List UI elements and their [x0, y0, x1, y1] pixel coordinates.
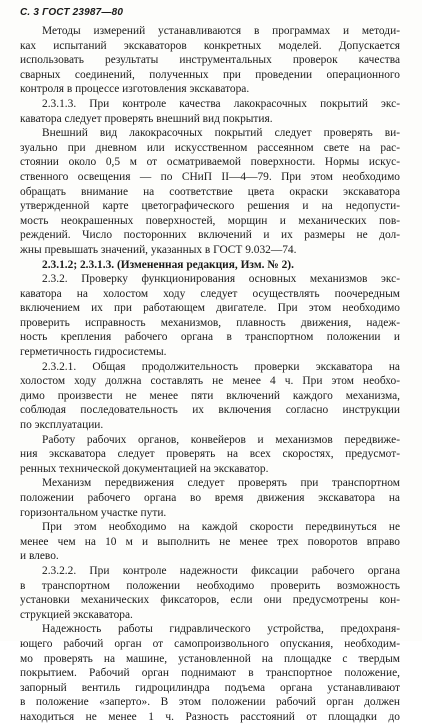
text-line: 2.3.2.1. Общая продолжительность проверки экскаватора на — [42, 360, 400, 373]
text-line: Методы измерений устанавливаются в программах и методи- — [42, 25, 400, 37]
text-line: запорный вентиль гидроцилиндра подъема органа устанавливают — [20, 681, 400, 694]
text-line: 2.3.1.3. При контроле качества лакокрасочных покрытий экс- — [42, 97, 400, 110]
text-line: 2.3.2.2. При контроле надежности фиксации рабочего органа — [42, 564, 400, 577]
text-line: контроля в процессе изготовления экскаватора. — [20, 83, 250, 96]
text-line: положении рабочего органа во время движения экскаватора на — [20, 492, 400, 504]
text-line: мо проверять на машине, установленной на площадке с твердым — [20, 652, 400, 665]
text-line: ность крепления рабочего органа в транспортном положении и — [20, 331, 400, 344]
text-line: в положение «заперто». В этом положении рабочий орган должен — [20, 696, 400, 709]
text-line: ния экскаватора следует проверять на всех скоростях, предусмот- — [20, 448, 400, 461]
text-line: мость неокрашенных поверхностей, морщин и механических пов- — [20, 214, 400, 227]
text-line: Внешний вид лакокрасочных покрытий следует проверять ви- — [42, 127, 400, 140]
text-line: ренных технической документацией на экскаватор. — [20, 462, 269, 475]
text-line: Работу рабочих органов, конвейеров и механизмов передвиже- — [42, 433, 400, 446]
text-line: каватора следует проверять внешний вид покрытия. — [20, 112, 273, 125]
text-line: каватора на холостом ходу следует осуществлять поочередным — [20, 287, 400, 300]
text-line: Надежность работы гидравлического устройства, предохраня- — [42, 623, 400, 636]
text-line: 2.3.1.2; 2.3.1.3. (Измененная редакция, Изм. № 2). — [42, 258, 294, 271]
text-line: холостом ходу должна составлять не менее 4 ч. При этом необхо- — [20, 375, 400, 388]
text-line: Механизм передвижения следует проверять при транспортном — [42, 477, 400, 490]
text-line: ках испытаний экскаваторов конкретных моделей. Допускается — [20, 39, 400, 52]
text-line: покрытием. Рабочий орган поднимают в транспортное положение, — [20, 667, 400, 680]
text-line: струкцией экскаватора. — [20, 608, 133, 621]
text-line: обращать внимание на соответствие цвета окраски экскаватора — [20, 185, 400, 198]
text-line: находиться не менее 1 ч. Разность расстояний от площадки до — [20, 710, 400, 723]
text-line: по эксплуатации. — [20, 419, 104, 432]
text-line: стоянии около 0,5 м от осматриваемой поверхности. Нормы искус- — [20, 156, 400, 169]
text-line: жны превышать значений, указанных в ГОСТ 9.032—74. — [20, 243, 297, 256]
text-line: в транспортном положении необходимо проверить возможность — [20, 579, 400, 592]
text-line: утвержденной карте цветографического решения и на недопусти- — [20, 200, 400, 213]
text-line: зуально при дневном или искусственном рассеянном свете на рас- — [20, 141, 400, 154]
page-header: С. 3 ГОСТ 23987—80 — [20, 7, 124, 18]
text-line: проверить исправность механизмов, плавность движения, надеж- — [20, 316, 400, 329]
text-line: ственного освещения — по СНиП II—4—79. При этом необходимо — [20, 170, 400, 183]
document-body — [20, 24, 400, 725]
text-line: горизонтальном участке пути. — [20, 506, 167, 519]
text-line: и влево. — [20, 550, 59, 563]
text-line: ющего рабочий орган от самопроизвольного опускания, необходим- — [20, 637, 400, 650]
text-line: При этом необходимо на каждой скорости передвинуться не — [42, 521, 400, 534]
text-line: установки механических фиксаторов, если они предусмотрены кон- — [20, 594, 400, 607]
text-line: использовать результаты инструментальных проверок качества — [20, 54, 400, 67]
text-line: сварных соединений, полученных при проведении операционного — [20, 68, 400, 81]
text-line: герметичность гидросистемы. — [20, 346, 167, 359]
text-line: реждений. Число посторонних включений и их размеры не дол- — [20, 229, 400, 242]
text-line: димо произвести не менее пяти включений каждого механизма, — [20, 389, 400, 402]
text-line: включением их при работающем двигателе. При этом необходимо — [20, 302, 400, 315]
text-line: соблюдая последовательность их включения согласно инструкции — [20, 404, 400, 417]
text-line: менее чем на 10 м и выполнить не менее трех поворотов вправо — [20, 535, 400, 548]
text-line: 2.3.2. Проверку функционирования основных механизмов экс- — [42, 273, 400, 286]
